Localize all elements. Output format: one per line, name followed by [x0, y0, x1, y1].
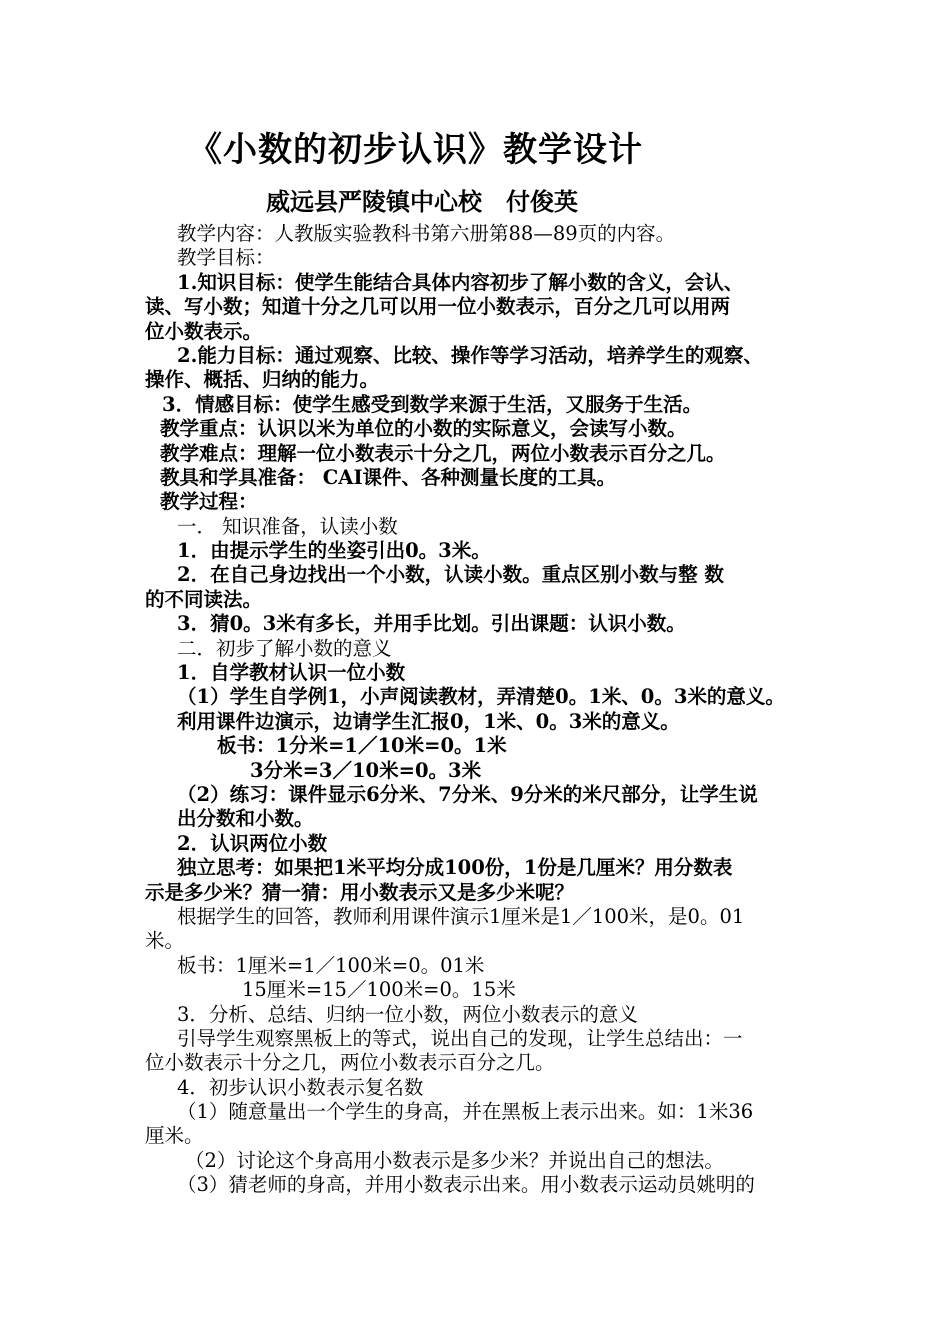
body-line: 操作、概括、归纳的能力。: [145, 368, 380, 392]
body-line: （3）猜老师的身高，并用小数表示出来。用小数表示运动员姚明的: [177, 1173, 755, 1197]
body-line: （2）讨论这个身高用小数表示是多少米？并说出自己的想法。: [185, 1148, 724, 1172]
body-line: 2．认识两位小数: [177, 831, 328, 855]
body-line: 3．猜0。3米有多长，并用手比划。引出课题：认识小数。: [177, 612, 686, 636]
body-line: 的不同读法。: [145, 587, 263, 611]
body-line: 厘米。: [145, 1124, 204, 1148]
body-line: 独立思考：如果把1米平均分成100份，1份是几厘米？用分数表: [177, 856, 733, 880]
body-line: 板书：1分米=1／10米=0。1米: [217, 734, 507, 758]
body-line: 教学难点：理解一位小数表示十分之几，两位小数表示百分之几。: [160, 441, 726, 465]
body-line: 位小数表示。: [145, 319, 263, 343]
body-line: 米。: [145, 929, 185, 953]
document-author: 威远县严陵镇中心校 付俊英: [266, 187, 578, 216]
body-line: 教学过程：: [160, 490, 258, 514]
body-line: 1．由提示学生的坐姿引出0。3米。: [177, 539, 491, 563]
body-line: 3分米=3／10米=0。3米: [250, 758, 482, 782]
body-line: 利用课件边演示，边请学生汇报0，1米、0。3米的意义。: [177, 709, 680, 733]
body-line: 15厘米=15／100米=0。15米: [242, 978, 516, 1002]
body-line: 引导学生观察黑板上的等式，说出自己的发现，让学生总结出：一: [177, 1026, 743, 1050]
body-line: （2）练习：课件显示6分米、7分米、9分米的米尺部分，让学生说: [177, 782, 758, 806]
body-line: 2.能力目标：通过观察、比较、操作等学习活动，培养学生的观察、: [177, 343, 763, 367]
body-line: 一． 知识准备，认读小数: [177, 514, 398, 538]
body-line: 3．情感目标：使学生感受到数学来源于生活，又服务于生活。: [162, 392, 703, 416]
body-line: 二．初步了解小数的意义: [177, 636, 392, 660]
body-line: 教学内容：人教版实验教科书第六册第88—89页的内容。: [177, 222, 676, 245]
body-line: （1）学生自学例1，小声阅读教材，弄清楚0。1米、0。3米的意义。: [177, 685, 785, 709]
body-line: 教具和学具准备： CAI课件、各种测量长度的工具。: [160, 465, 617, 489]
body-line: 1．自学教材认识一位小数: [177, 661, 406, 685]
document-title: 《小数的初步认识》教学设计: [188, 130, 643, 170]
body-line: 教学目标：: [177, 246, 275, 270]
body-line: 根据学生的回答，教师利用课件演示1厘米是1／100米，是0。01: [177, 904, 745, 928]
body-line: 4．初步认识小数表示复名数: [177, 1075, 424, 1099]
document-body: [145, 222, 809, 1198]
body-line: 3．分析、总结、归纳一位小数，两位小数表示的意义: [177, 1002, 638, 1026]
body-line: 读、写小数；知道十分之几可以用一位小数表示，百分之几可以用两: [145, 295, 731, 319]
body-line: 板书：1厘米=1／100米=0。01米: [177, 953, 485, 977]
body-line: 1.知识目标：使学生能结合具体内容初步了解小数的含义，会认、: [177, 270, 744, 294]
body-line: 示是多少米？猜一猜：用小数表示又是多少米呢？: [145, 880, 575, 904]
body-line: 位小数表示十分之几，两位小数表示百分之几。: [145, 1051, 555, 1075]
body-line: （1）随意量出一个学生的身高，并在黑板上表示出来。如：1米36: [177, 1100, 754, 1124]
body-line: 教学重点：认识以米为单位的小数的实际意义，会读写小数。: [160, 417, 687, 441]
body-line: 2．在自己身边找出一个小数，认读小数。重点区别小数与整 数: [177, 563, 724, 587]
body-line: 出分数和小数。: [177, 807, 314, 831]
